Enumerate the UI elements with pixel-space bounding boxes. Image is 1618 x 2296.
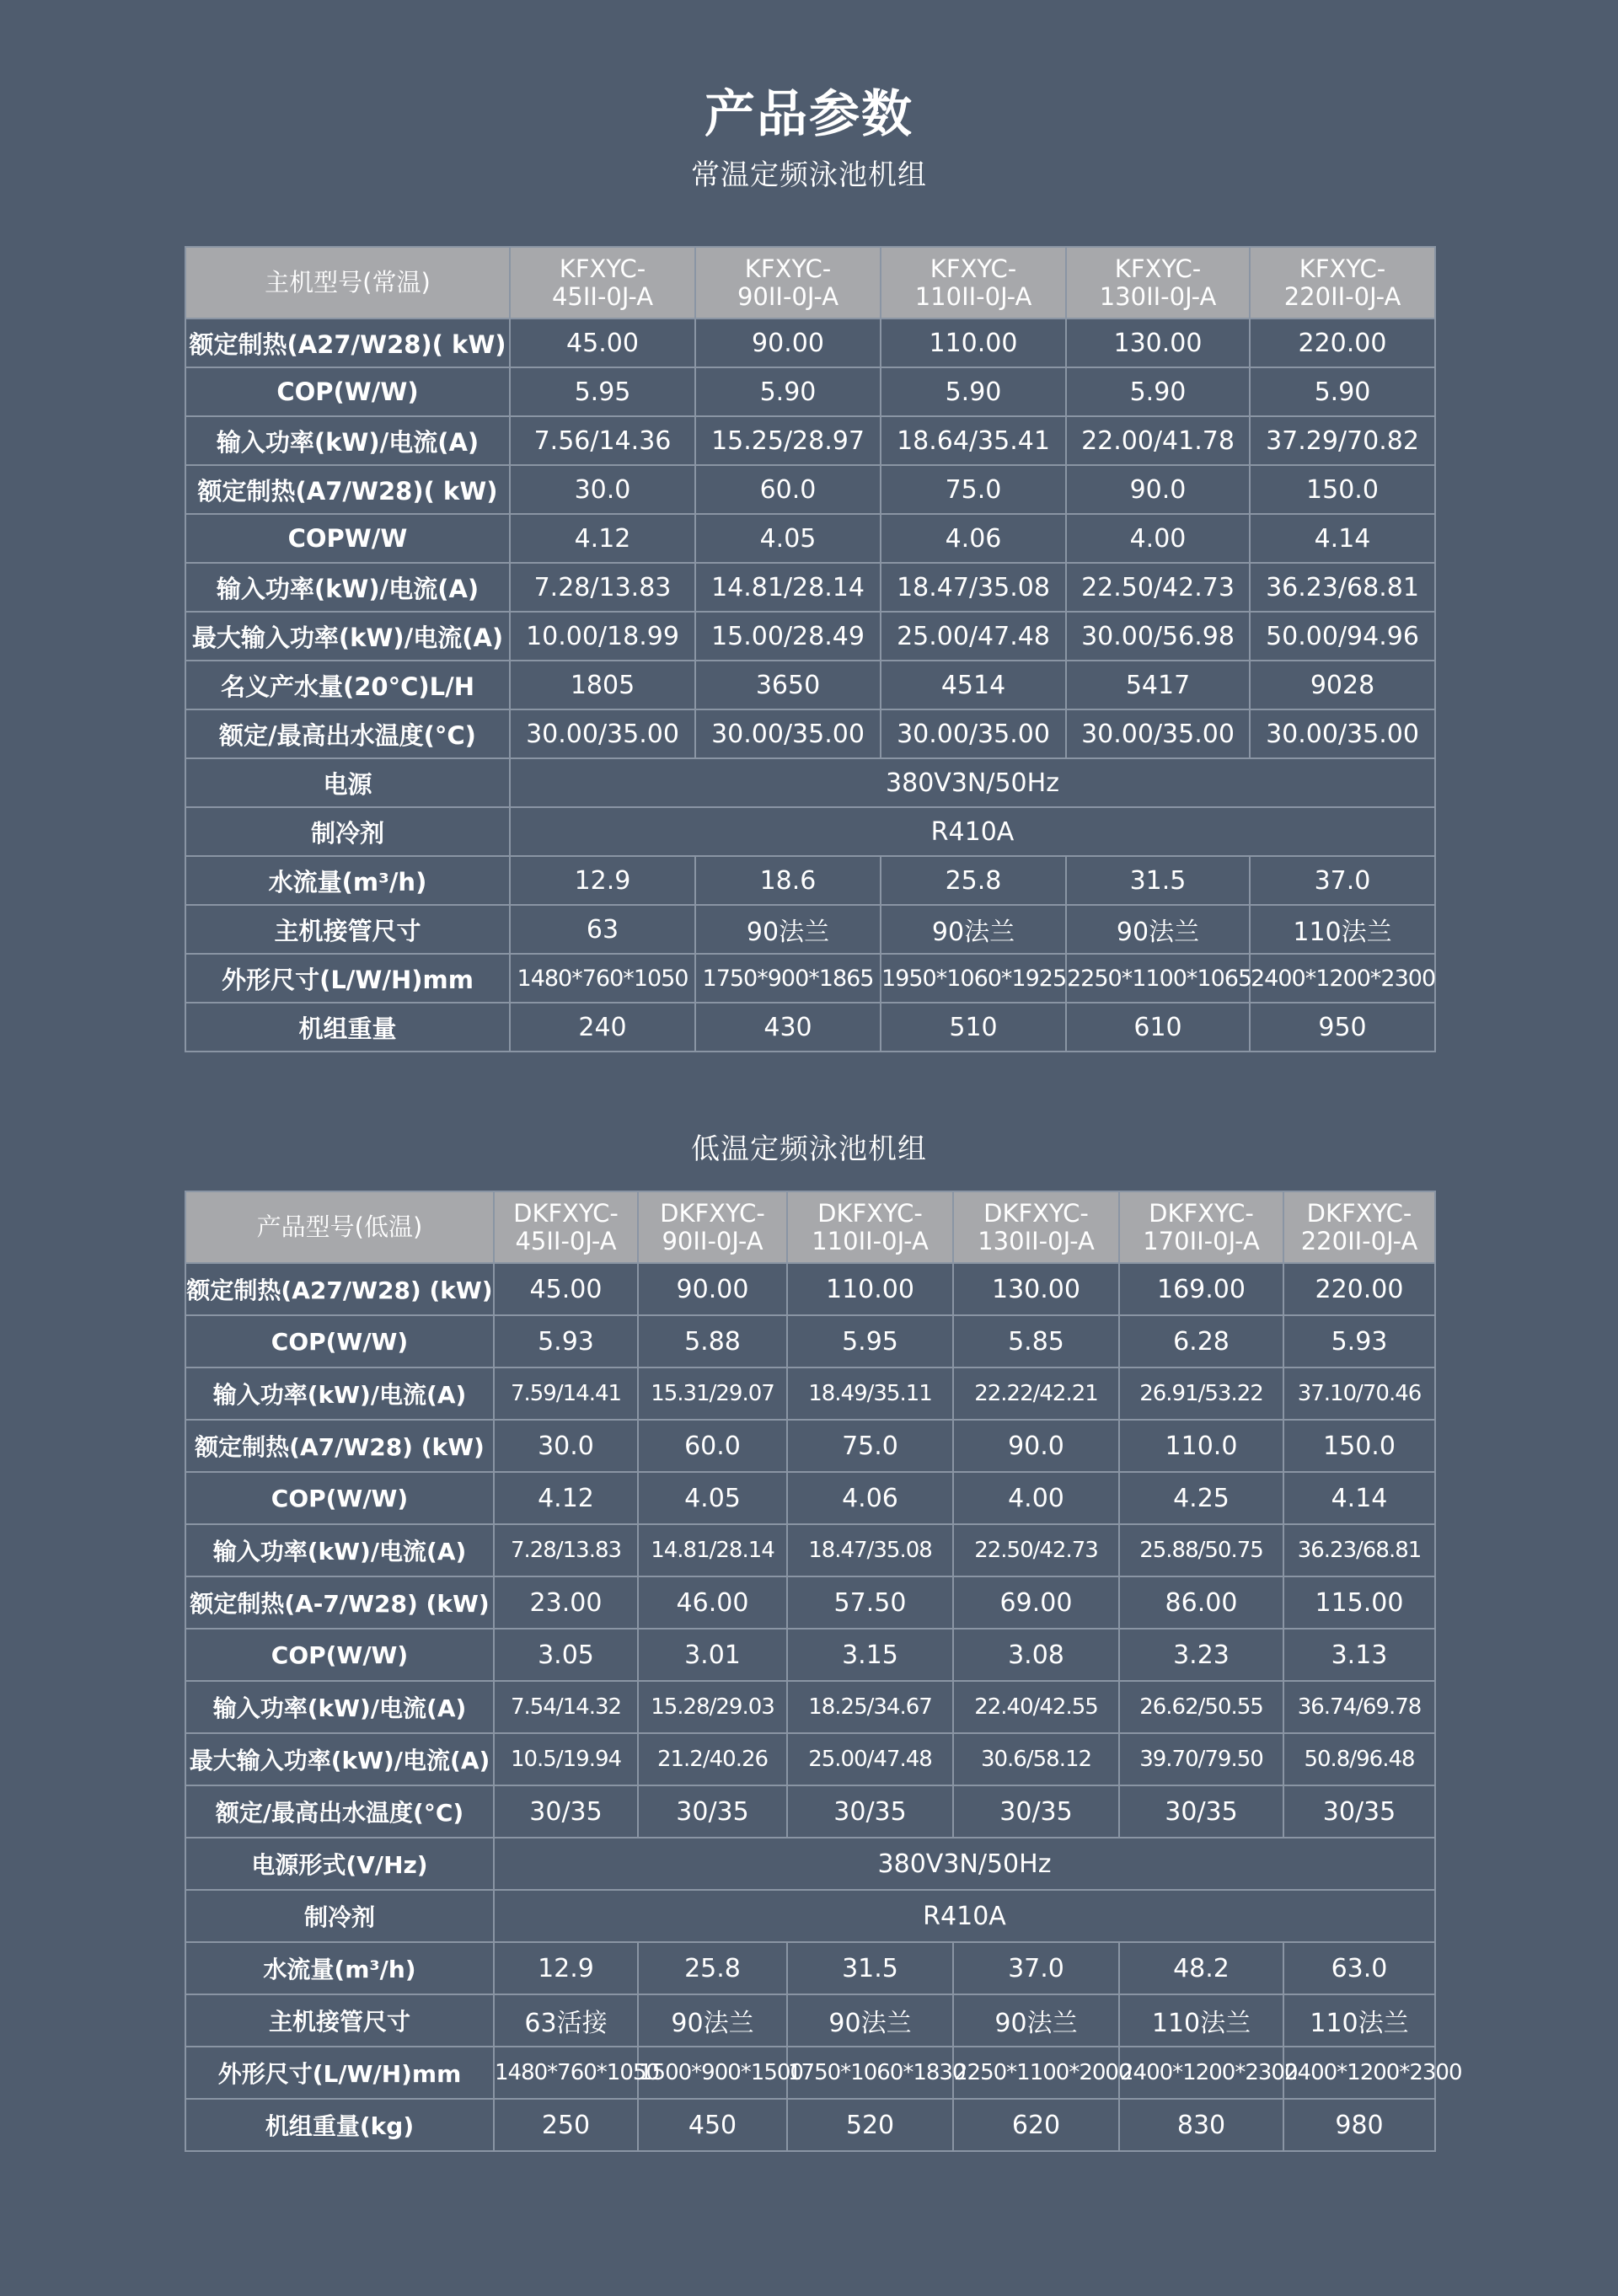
table-row xyxy=(185,1681,1435,1733)
value-cell: 110法兰 xyxy=(1283,1994,1435,2047)
value-cell: 37.0 xyxy=(953,1942,1119,1994)
section-title-normal-temp: 常温定频泳池机组 xyxy=(691,158,927,192)
value-cell: 90法兰 xyxy=(695,905,881,954)
value-cell: 30/35 xyxy=(494,1785,638,1838)
model-code: 110II-0J-A xyxy=(914,281,1032,311)
table-row xyxy=(185,1733,1435,1785)
value-cell: 250 xyxy=(494,2099,638,2151)
value-cell: 30/35 xyxy=(1283,1785,1435,1838)
model-series: KFXYC- xyxy=(1299,254,1386,283)
row-label: 输入功率(kW)/电流(A) xyxy=(185,1524,494,1576)
value-cell: 3.05 xyxy=(494,1629,638,1681)
row-label: 最大输入功率(kW)/电流(A) xyxy=(185,612,510,661)
value-cell: 75.0 xyxy=(787,1420,953,1472)
value-cell: 4.00 xyxy=(1066,514,1250,563)
value-cell: 110法兰 xyxy=(1250,905,1435,954)
value-cell: 5.90 xyxy=(695,367,881,416)
spec-table-low-temp xyxy=(185,1191,1462,2152)
value-cell: 45.00 xyxy=(494,1263,638,1315)
table-row xyxy=(185,318,1435,367)
table-row xyxy=(185,514,1435,563)
model-header-cell xyxy=(638,1191,787,1263)
row-label: COP(W/W) xyxy=(185,367,510,416)
value-cell: 37.29/70.82 xyxy=(1250,416,1435,465)
table-row xyxy=(185,1524,1435,1576)
value-cell: 63 xyxy=(510,905,695,954)
value-cell: 3.13 xyxy=(1283,1629,1435,1681)
table-row xyxy=(185,465,1435,514)
value-cell: 2400*1200*2300 xyxy=(1283,2047,1435,2099)
value-cell: 950 xyxy=(1250,1003,1435,1052)
value-cell: 520 xyxy=(787,2099,953,2151)
model-code: 170II-0J-A xyxy=(1143,1226,1260,1255)
value-cell: 1480*760*1050 xyxy=(494,2047,638,2099)
row-label: 额定/最高出水温度(°C) xyxy=(185,1785,494,1838)
value-cell: 86.00 xyxy=(1119,1576,1283,1629)
row-label: 输入功率(kW)/电流(A) xyxy=(185,563,510,612)
row-label: 制冷剂 xyxy=(185,1890,494,1942)
row-label: 额定制热(A7/W28) (kW) xyxy=(185,1420,494,1472)
value-cell: 1750*900*1865 xyxy=(695,954,881,1003)
model-series: KFXYC- xyxy=(559,254,646,283)
table-row xyxy=(185,1942,1435,1994)
header-label-cell: 产品型号(低温) xyxy=(185,1191,494,1263)
value-cell: 26.62/50.55 xyxy=(1119,1681,1283,1733)
value-cell: 6.28 xyxy=(1119,1315,1283,1367)
model-series: KFXYC- xyxy=(1114,254,1202,283)
value-cell: 22.40/42.55 xyxy=(953,1681,1119,1733)
table-row xyxy=(185,2099,1435,2151)
value-cell: 30/35 xyxy=(953,1785,1119,1838)
value-cell: 2400*1200*2300 xyxy=(1250,954,1435,1003)
value-cell: 1805 xyxy=(510,661,695,709)
value-cell: 5417 xyxy=(1066,661,1250,709)
model-series: DKFXYC- xyxy=(660,1198,765,1228)
value-cell: 90法兰 xyxy=(953,1994,1119,2047)
value-cell: 110.00 xyxy=(881,318,1066,367)
table-row xyxy=(185,612,1435,661)
value-cell: 115.00 xyxy=(1283,1576,1435,1629)
model-code: 220II-0J-A xyxy=(1300,1226,1418,1255)
value-cell: 240 xyxy=(510,1003,695,1052)
value-cell: 36.23/68.81 xyxy=(1250,563,1435,612)
value-cell: 30.00/35.00 xyxy=(1250,709,1435,758)
value-cell: 25.00/47.48 xyxy=(881,612,1066,661)
row-label: 额定制热(A-7/W28) (kW) xyxy=(185,1576,494,1629)
value-cell: 90法兰 xyxy=(787,1994,953,2047)
value-cell: 90.00 xyxy=(638,1263,787,1315)
value-cell: 220.00 xyxy=(1250,318,1435,367)
row-label: 最大输入功率(kW)/电流(A) xyxy=(185,1733,494,1785)
value-cell: 2250*1100*2000 xyxy=(953,2047,1119,2099)
value-cell: 36.23/68.81 xyxy=(1283,1524,1435,1576)
value-cell: 15.28/29.03 xyxy=(638,1681,787,1733)
value-cell: 7.28/13.83 xyxy=(494,1524,638,1576)
value-cell: 430 xyxy=(695,1003,881,1052)
value-cell: 5.93 xyxy=(494,1315,638,1367)
model-header-cell xyxy=(510,247,695,318)
value-cell: 30.00/56.98 xyxy=(1066,612,1250,661)
row-label: 输入功率(kW)/电流(A) xyxy=(185,1681,494,1733)
value-cell: 5.95 xyxy=(510,367,695,416)
value-cell: 4.25 xyxy=(1119,1472,1283,1524)
table-row xyxy=(185,758,1435,807)
value-cell: 30.00/35.00 xyxy=(1066,709,1250,758)
model-header-cell xyxy=(695,247,881,318)
page-title: 产品参数 xyxy=(705,85,913,144)
model-header-cell xyxy=(881,247,1066,318)
value-cell: 220.00 xyxy=(1283,1263,1435,1315)
value-cell: 169.00 xyxy=(1119,1263,1283,1315)
value-cell: 18.64/35.41 xyxy=(881,416,1066,465)
value-cell: 980 xyxy=(1283,2099,1435,2151)
value-cell: 5.90 xyxy=(881,367,1066,416)
value-cell: 48.2 xyxy=(1119,1942,1283,1994)
model-code: 90II-0J-A xyxy=(737,281,839,311)
row-label: 电源形式(V/Hz) xyxy=(185,1838,494,1890)
value-cell: 4.06 xyxy=(881,514,1066,563)
table-row xyxy=(185,905,1435,954)
table-row xyxy=(185,1890,1435,1942)
model-code: 45II-0J-A xyxy=(515,1226,617,1255)
value-cell: 25.88/50.75 xyxy=(1119,1524,1283,1576)
value-cell: 3.08 xyxy=(953,1629,1119,1681)
value-cell: 37.10/70.46 xyxy=(1283,1367,1435,1420)
value-cell: 30/35 xyxy=(638,1785,787,1838)
row-label: 水流量(m³/h) xyxy=(185,1942,494,1994)
value-cell: 4.00 xyxy=(953,1472,1119,1524)
value-cell: 10.00/18.99 xyxy=(510,612,695,661)
table-row xyxy=(185,661,1435,709)
value-cell: 4.14 xyxy=(1283,1472,1435,1524)
value-cell: 15.25/28.97 xyxy=(695,416,881,465)
value-cell: 130.00 xyxy=(953,1263,1119,1315)
model-series: KFXYC- xyxy=(744,254,832,283)
value-cell: 23.00 xyxy=(494,1576,638,1629)
value-cell: 5.95 xyxy=(787,1315,953,1367)
value-cell: 25.8 xyxy=(881,856,1066,905)
value-cell: 36.74/69.78 xyxy=(1283,1681,1435,1733)
value-cell: 14.81/28.14 xyxy=(695,563,881,612)
row-label: 机组重量(kg) xyxy=(185,2099,494,2151)
value-cell: 22.00/41.78 xyxy=(1066,416,1250,465)
value-cell: 57.50 xyxy=(787,1576,953,1629)
row-label: COP(W/W) xyxy=(185,1315,494,1367)
row-label: 额定制热(A27/W28)( kW) xyxy=(185,318,510,367)
model-series: DKFXYC- xyxy=(983,1198,1089,1228)
value-cell: 12.9 xyxy=(494,1942,638,1994)
row-label: COPW/W xyxy=(185,514,510,563)
row-label: 额定制热(A7/W28)( kW) xyxy=(185,465,510,514)
value-cell: 12.9 xyxy=(510,856,695,905)
value-cell: 22.50/42.73 xyxy=(953,1524,1119,1576)
row-label: 外形尺寸(L/W/H)mm xyxy=(185,2047,494,2099)
model-header-cell xyxy=(494,1191,638,1263)
value-cell: 3.01 xyxy=(638,1629,787,1681)
model-header-cell xyxy=(953,1191,1119,1263)
row-label: 主机接管尺寸 xyxy=(185,1994,494,2047)
value-cell: 90.0 xyxy=(953,1420,1119,1472)
value-cell: 7.28/13.83 xyxy=(510,563,695,612)
value-cell: 7.59/14.41 xyxy=(494,1367,638,1420)
value-cell: 37.0 xyxy=(1250,856,1435,905)
row-label: 制冷剂 xyxy=(185,807,510,856)
value-cell: 60.0 xyxy=(695,465,881,514)
model-header-cell xyxy=(1283,1191,1435,1263)
value-cell: 22.50/42.73 xyxy=(1066,563,1250,612)
value-cell: 31.5 xyxy=(787,1942,953,1994)
table-row xyxy=(185,1785,1435,1838)
value-cell: 4.14 xyxy=(1250,514,1435,563)
table-row xyxy=(185,1315,1435,1367)
row-label: 输入功率(kW)/电流(A) xyxy=(185,416,510,465)
table-row xyxy=(185,1420,1435,1472)
value-cell: 26.91/53.22 xyxy=(1119,1367,1283,1420)
value-cell: 5.88 xyxy=(638,1315,787,1367)
value-cell: 1480*760*1050 xyxy=(510,954,695,1003)
table-row xyxy=(185,1472,1435,1524)
model-code: 130II-0J-A xyxy=(978,1226,1095,1255)
table-row xyxy=(185,1629,1435,1681)
model-header-cell xyxy=(1119,1191,1283,1263)
value-cell: 2400*1200*2300 xyxy=(1119,2047,1283,2099)
value-cell: 3.15 xyxy=(787,1629,953,1681)
value-cell: 5.85 xyxy=(953,1315,1119,1367)
value-cell: 18.25/34.67 xyxy=(787,1681,953,1733)
value-cell: 30/35 xyxy=(1119,1785,1283,1838)
value-cell: 69.00 xyxy=(953,1576,1119,1629)
value-cell: 45.00 xyxy=(510,318,695,367)
model-series: DKFXYC- xyxy=(1306,1198,1412,1228)
value-cell: 90法兰 xyxy=(1066,905,1250,954)
value-cell: 5.90 xyxy=(1250,367,1435,416)
table-row xyxy=(185,1263,1435,1315)
value-cell: 30/35 xyxy=(787,1785,953,1838)
value-cell: 30.00/35.00 xyxy=(510,709,695,758)
model-code: 130II-0J-A xyxy=(1099,281,1217,311)
table-row xyxy=(185,416,1435,465)
value-cell: 50.00/94.96 xyxy=(1250,612,1435,661)
value-cell: 25.00/47.48 xyxy=(787,1733,953,1785)
row-label: 主机接管尺寸 xyxy=(185,905,510,954)
row-label: 外形尺寸(L/W/H)mm xyxy=(185,954,510,1003)
value-cell: 4.05 xyxy=(638,1472,787,1524)
row-label: 电源 xyxy=(185,758,510,807)
value-cell: 7.54/14.32 xyxy=(494,1681,638,1733)
value-cell: 63活接 xyxy=(494,1994,638,2047)
model-code: 220II-0J-A xyxy=(1283,281,1401,311)
table-row xyxy=(185,367,1435,416)
value-cell: 60.0 xyxy=(638,1420,787,1472)
value-cell: 15.00/28.49 xyxy=(695,612,881,661)
value-cell: 150.0 xyxy=(1283,1420,1435,1472)
value-cell: 30.0 xyxy=(510,465,695,514)
value-cell: 75.0 xyxy=(881,465,1066,514)
value-cell: 30.00/35.00 xyxy=(881,709,1066,758)
merged-value-cell: R410A xyxy=(494,1890,1435,1942)
value-cell: 22.22/42.21 xyxy=(953,1367,1119,1420)
value-cell: 4.05 xyxy=(695,514,881,563)
merged-value-cell: R410A xyxy=(510,807,1435,856)
value-cell: 2250*1100*1065 xyxy=(1066,954,1250,1003)
row-label: 输入功率(kW)/电流(A) xyxy=(185,1367,494,1420)
value-cell: 830 xyxy=(1119,2099,1283,2151)
value-cell: 110.00 xyxy=(787,1263,953,1315)
model-series: DKFXYC- xyxy=(817,1198,923,1228)
table-header-row xyxy=(185,1191,1435,1263)
value-cell: 18.49/35.11 xyxy=(787,1367,953,1420)
model-code: 110II-0J-A xyxy=(812,1226,929,1255)
value-cell: 31.5 xyxy=(1066,856,1250,905)
model-code: 45II-0J-A xyxy=(551,281,654,311)
value-cell: 1500*900*1500 xyxy=(638,2047,787,2099)
row-label: 额定/最高出水温度(°C) xyxy=(185,709,510,758)
merged-value-cell: 380V3N/50Hz xyxy=(510,758,1435,807)
value-cell: 110法兰 xyxy=(1119,1994,1283,2047)
value-cell: 46.00 xyxy=(638,1576,787,1629)
table-row xyxy=(185,1838,1435,1890)
value-cell: 5.90 xyxy=(1066,367,1250,416)
value-cell: 63.0 xyxy=(1283,1942,1435,1994)
value-cell: 1950*1060*1925 xyxy=(881,954,1066,1003)
model-header-cell xyxy=(1066,247,1250,318)
value-cell: 39.70/79.50 xyxy=(1119,1733,1283,1785)
value-cell: 150.0 xyxy=(1250,465,1435,514)
model-series: DKFXYC- xyxy=(1149,1198,1254,1228)
table-row xyxy=(185,954,1435,1003)
value-cell: 90法兰 xyxy=(881,905,1066,954)
value-cell: 4.12 xyxy=(510,514,695,563)
table-row xyxy=(185,563,1435,612)
value-cell: 14.81/28.14 xyxy=(638,1524,787,1576)
value-cell: 21.2/40.26 xyxy=(638,1733,787,1785)
model-header-cell xyxy=(787,1191,953,1263)
value-cell: 510 xyxy=(881,1003,1066,1052)
header-label-cell: 主机型号(常温) xyxy=(185,247,510,318)
value-cell: 620 xyxy=(953,2099,1119,2151)
model-code: 90II-0J-A xyxy=(662,1226,763,1255)
row-label: 额定制热(A27/W28) (kW) xyxy=(185,1263,494,1315)
table-row xyxy=(185,1994,1435,2047)
table-row xyxy=(185,1576,1435,1629)
merged-value-cell: 380V3N/50Hz xyxy=(494,1838,1435,1890)
value-cell: 130.00 xyxy=(1066,318,1250,367)
value-cell: 50.8/96.48 xyxy=(1283,1733,1435,1785)
section-title-low-temp: 低温定频泳池机组 xyxy=(691,1132,927,1166)
value-cell: 450 xyxy=(638,2099,787,2151)
value-cell: 30.6/58.12 xyxy=(953,1733,1119,1785)
value-cell: 4.12 xyxy=(494,1472,638,1524)
value-cell: 25.8 xyxy=(638,1942,787,1994)
value-cell: 30.0 xyxy=(494,1420,638,1472)
value-cell: 610 xyxy=(1066,1003,1250,1052)
value-cell: 3650 xyxy=(695,661,881,709)
value-cell: 18.47/35.08 xyxy=(881,563,1066,612)
spec-table-normal-temp xyxy=(185,246,1436,1052)
model-header-cell xyxy=(1250,247,1435,318)
value-cell: 3.23 xyxy=(1119,1629,1283,1681)
table-row xyxy=(185,2047,1435,2099)
table-row xyxy=(185,1367,1435,1420)
table-row xyxy=(185,709,1435,758)
value-cell: 7.56/14.36 xyxy=(510,416,695,465)
row-label: 机组重量 xyxy=(185,1003,510,1052)
value-cell: 5.93 xyxy=(1283,1315,1435,1367)
value-cell: 9028 xyxy=(1250,661,1435,709)
row-label: 水流量(m³/h) xyxy=(185,856,510,905)
row-label: COP(W/W) xyxy=(185,1629,494,1681)
value-cell: 18.6 xyxy=(695,856,881,905)
model-series: KFXYC- xyxy=(930,254,1017,283)
value-cell: 4.06 xyxy=(787,1472,953,1524)
row-label: 名义产水量(20°C)L/H xyxy=(185,661,510,709)
model-series: DKFXYC- xyxy=(513,1198,619,1228)
value-cell: 30.00/35.00 xyxy=(695,709,881,758)
value-cell: 18.47/35.08 xyxy=(787,1524,953,1576)
value-cell: 4514 xyxy=(881,661,1066,709)
value-cell: 90.00 xyxy=(695,318,881,367)
table-row xyxy=(185,807,1435,856)
table-header-row xyxy=(185,247,1435,318)
value-cell: 1750*1060*1830 xyxy=(787,2047,953,2099)
value-cell: 90法兰 xyxy=(638,1994,787,2047)
value-cell: 110.0 xyxy=(1119,1420,1283,1472)
value-cell: 90.0 xyxy=(1066,465,1250,514)
table-row xyxy=(185,856,1435,905)
value-cell: 10.5/19.94 xyxy=(494,1733,638,1785)
row-label: COP(W/W) xyxy=(185,1472,494,1524)
value-cell: 15.31/29.07 xyxy=(638,1367,787,1420)
table-row xyxy=(185,1003,1435,1052)
